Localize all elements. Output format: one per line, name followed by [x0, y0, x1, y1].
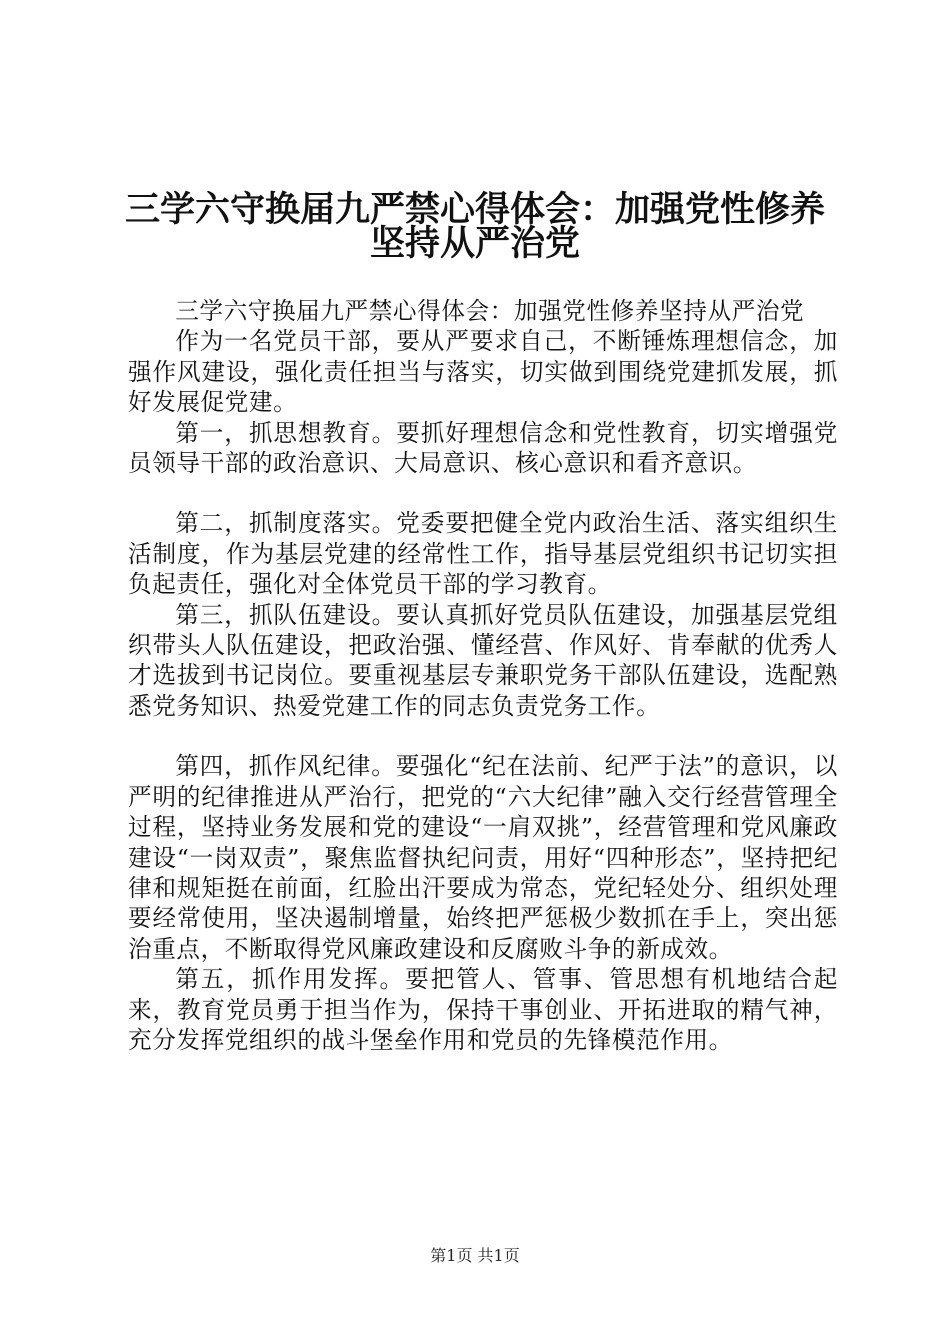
paragraph-point-5: 第五，抓作用发挥。要把管人、管事、管思想有机地结合起来，教育党员勇于担当作为，保持干事创业、开拓进取的精气神，充分发挥党组织的战斗堡垒作用和党员的先锋模范作用。 [128, 965, 838, 1054]
paragraph-point-1: 第一，抓思想教育。要抓好理想信念和党性教育，切实增强党员领导干部的政治意识、大局意识、核心意识和看齐意识。 [128, 418, 838, 478]
paragraph-subtitle: 三学六守换届九严禁心得体会：加强党性修养坚持从严治党 [175, 297, 805, 325]
document-title-line-2: 坚持从严治党 [369, 224, 580, 264]
page-footer: 第1页 共1页 [430, 1246, 520, 1265]
paragraph-point-4: 第四，抓作风纪律。要强化“纪在法前、纪严于法”的意识，以严明的纪律推进从严治行，把党的“六大纪律”融入交行经营管理全过程，坚持业务发展和党的建设“一肩双挑”，经营管理和党风廉政建设“一岗双责”，聚焦监督执纪问责，用好“四种形态”，坚持把纪律和规矩挺在前面，红脸出汗要成为常态，党纪轻处分、组织处理要经常使用，坚决遏制增量，始终把严惩极少数抓在手上，突出惩治重点，不断取得党风廉政建设和反腐败斗争的新成效。 [128, 752, 838, 963]
document-title-line-1: 三学六守换届九严禁心得体会：加强党性修养 [124, 190, 825, 230]
paragraph-point-2: 第二，抓制度落实。党委要把健全党内政治生活、落实组织生活制度，作为基层党建的经常性工作，指导基层党组织书记切实担负起责任，强化对全体党员干部的学习教育。 [128, 509, 838, 599]
document-body [128, 296, 838, 1055]
paragraph-intro: 作为一名党员干部，要从严要求自己，不断锤炼理想信念，加强作风建设，强化责任担当与落实，切实做到围绕党建抓发展，抓好发展促党建。 [128, 327, 838, 417]
paragraph-point-3: 第三，抓队伍建设。要认真抓好党员队伍建设，加强基层党组织带头人队伍建设，把政治强、懂经营、作风好、肯奉献的优秀人才选拔到书记岗位。要重视基层专兼职党务干部队伍建设，选配熟悉党务知识、热爱党建工作的同志负责党务工作。 [128, 600, 838, 720]
